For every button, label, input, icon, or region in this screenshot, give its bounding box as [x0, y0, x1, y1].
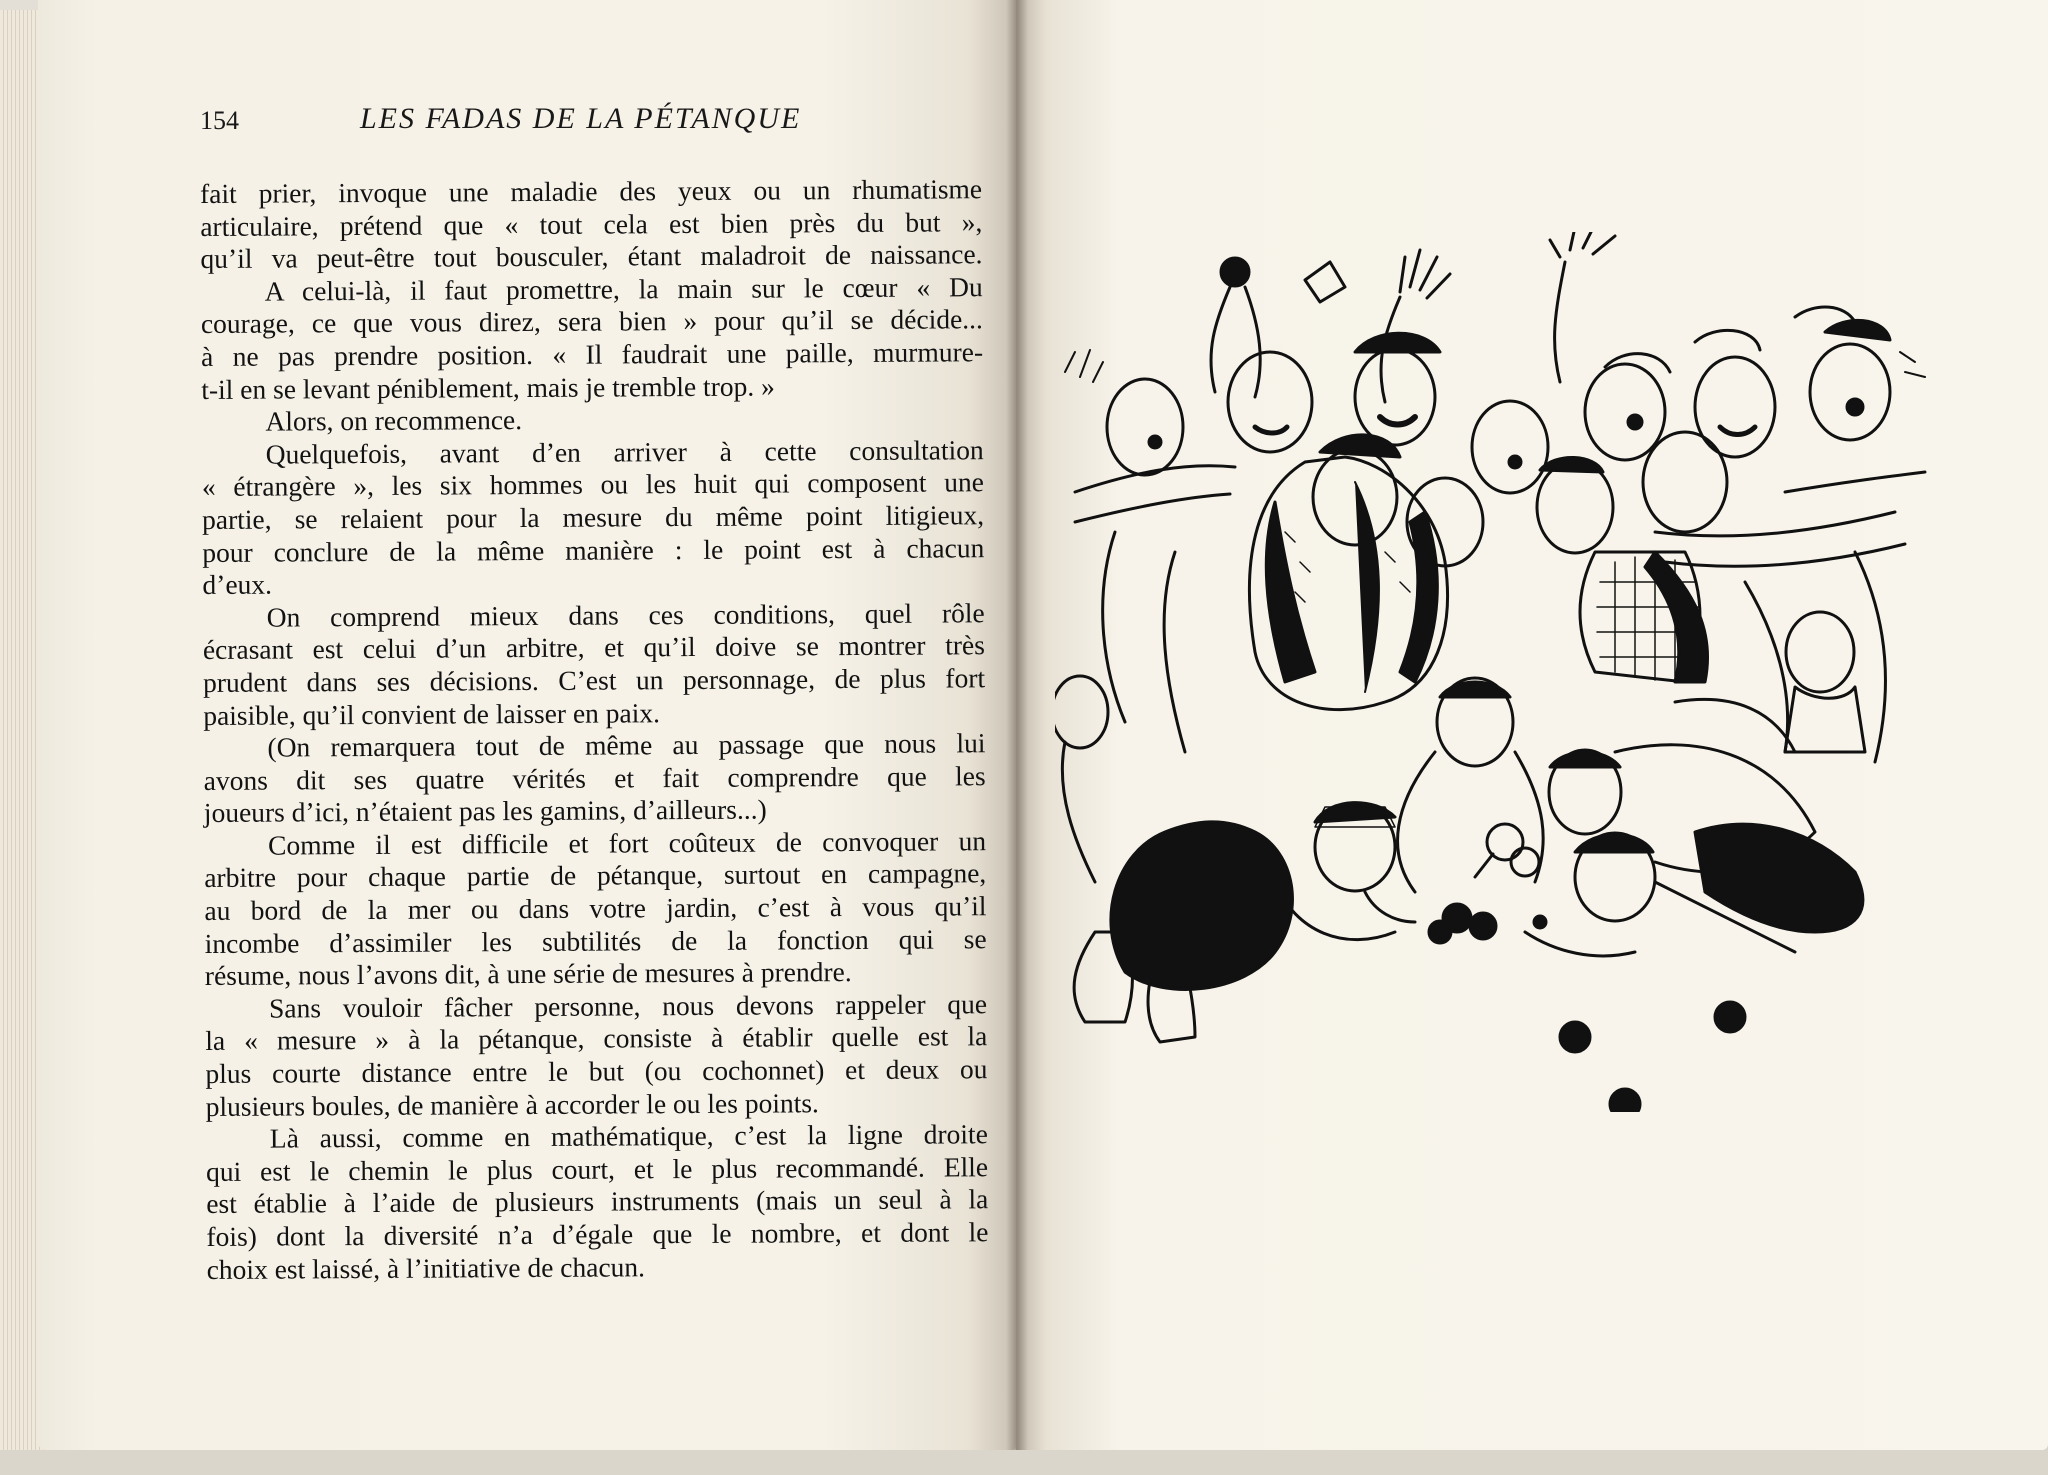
text-line: au bord de la mer ou dans votre jardin, c’est à vous qu’il — [204, 890, 987, 927]
text-line: plusieurs boules, de manière à accorder le ou les points. — [205, 1086, 819, 1122]
text-line: choix est laissé, à l’initiative de chacun. — [206, 1250, 646, 1285]
text-line: courage, ce que vous direz, sera bien » pour qu’il se décide... — [200, 303, 983, 340]
text-line: A celui-là, il faut promettre, la main sur le cœur « Du — [264, 271, 983, 307]
text-line: qu’il va peut-être tout bousculer, étant maladroit de naissance. — [200, 238, 983, 275]
text-line: joueurs d’ici, n’étaient pas les gamins, d’ailleurs...) — [203, 793, 767, 829]
text-line: (On remarquera tout de même au passage que nous lui — [267, 727, 986, 763]
text-line: Sans vouloir fâcher personne, nous devons rappeler que — [268, 988, 988, 1024]
text-line: résume, nous l’avons dit, à une série de mesures à prendre. — [204, 956, 852, 992]
text-line: Comme il est difficile et fort coûteux de convoquer un — [267, 825, 987, 861]
text-line: à ne pas prendre position. « Il faudrait une paille, murmure- — [200, 336, 984, 372]
text-line: pour conclure de la même manière : le point est à chacun — [202, 531, 985, 568]
text-line: prudent dans ses décisions. C’est un personnage, de plus fort — [202, 662, 986, 698]
running-title: LES FADAS DE LA PÉTANQUE — [360, 102, 802, 135]
text-line: On comprend mieux dans ces conditions, quel rôle — [266, 596, 985, 633]
text-line: articulaire, prétend que « tout cela est bien près du but », — [200, 205, 983, 242]
text-line: fait prier, invoque une maladie des yeux ou un rhumatisme — [200, 173, 983, 209]
text-line: qui est le chemin le plus court, et le plus recommandé. Elle — [205, 1151, 989, 1187]
book-gutter — [1006, 0, 1028, 1450]
text-line: écrasant est celui d’un arbitre, et qu’il doive se montrer très — [202, 629, 985, 666]
illustration-petanque-crowd — [1055, 232, 1955, 1112]
text-line: plus courte distance entre le but (ou cochonnet) et deux ou — [205, 1053, 988, 1090]
text-line: Alors, on recommence. — [265, 404, 523, 437]
text-line: est établie à l’aide de plusieurs instruments (mais un seul à la — [206, 1183, 989, 1220]
text-line: « étrangère », les six hommes ou les huit qui composent une — [201, 466, 984, 503]
text-line: arbitre pour chaque partie de pétanque, surtout en campagne, — [204, 857, 987, 894]
text-line: incombe d’assimiler les subtilités de la fonction qui se — [204, 922, 987, 959]
text-line: Là aussi, comme en mathématique, c’est la ligne droite — [269, 1118, 988, 1154]
text-line: paisible, qu’il convient de laisser en paix. — [203, 696, 661, 731]
text-line: d’eux. — [202, 568, 273, 601]
text-line: partie, se relaient pour la mesure du même point litigieux, — [201, 499, 985, 535]
text-line: la « mesure » à la pétanque, consiste à établir quelle est la — [205, 1020, 988, 1057]
text-line: avons dit ses quatre vérités et fait comprendre que les — [203, 759, 986, 796]
page-number: 154 — [200, 106, 239, 135]
text-line: fois) dont la diversité n’a d’égale que le nombre, et dont le — [206, 1216, 989, 1252]
text-line: t-il en se levant péniblement, mais je tremble trop. » — [201, 370, 775, 405]
body-text — [200, 173, 989, 1286]
text-line: Quelquefois, avant d’en arriver à cette consultation — [265, 433, 984, 470]
